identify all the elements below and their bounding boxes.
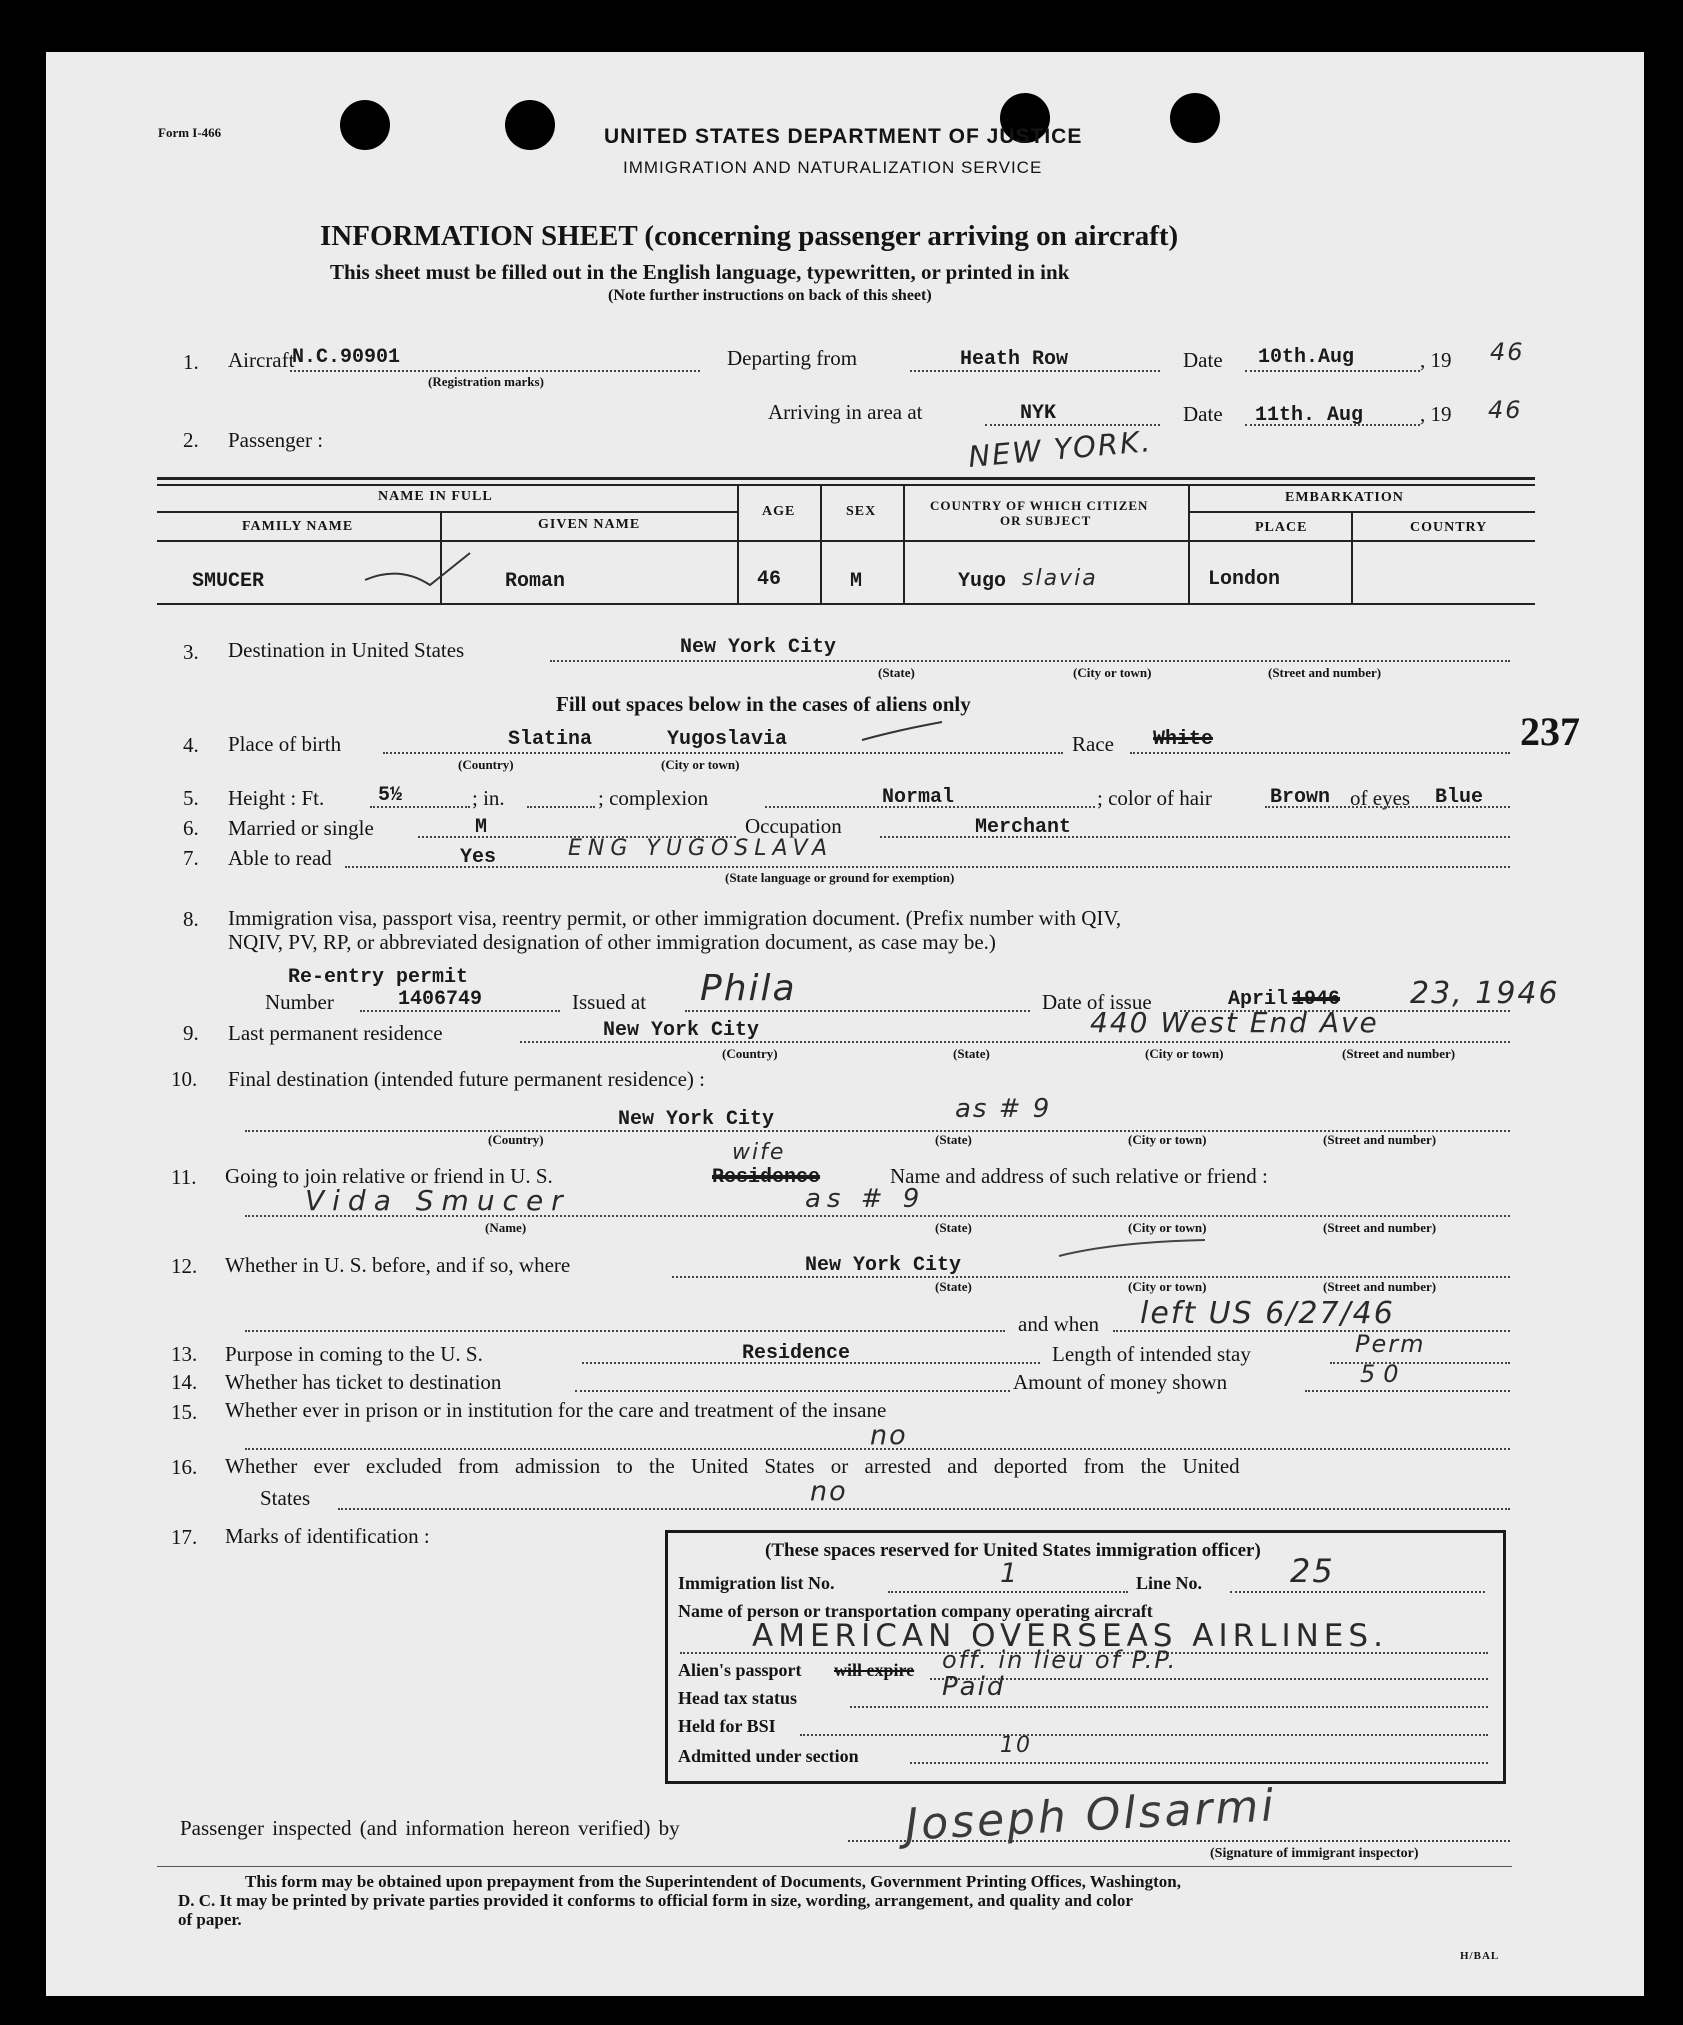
excluded-label-line2: States xyxy=(260,1486,311,1510)
street-caption: (Street and number) xyxy=(1323,1279,1437,1294)
issue-date-handwritten: 23, 1946 xyxy=(1410,976,1560,1011)
purpose-value: Residence xyxy=(742,1342,851,1365)
state-caption: (State) xyxy=(953,1046,990,1061)
country-header: COUNTRY OF WHICH CITIZEN xyxy=(930,498,1149,513)
item-number: 8. xyxy=(183,907,199,931)
given-name-header: GIVEN NAME xyxy=(538,517,641,532)
checkmark-stroke xyxy=(360,545,480,595)
money-label: Amount of money shown xyxy=(1013,1370,1228,1394)
item-number: 6. xyxy=(183,816,199,840)
city-caption: (City or town) xyxy=(1073,665,1152,680)
city-caption: (City or town) xyxy=(1128,1132,1207,1147)
destination-value: New York City xyxy=(680,636,837,659)
fine-print-line1: This form may be obtained upon prepayment from the Superintendent of Documents, Government Printing Offices, Washington, xyxy=(245,1872,1181,1891)
residence-value: New York City xyxy=(603,1019,760,1042)
admitted-handwritten: 10 xyxy=(1000,1733,1032,1758)
item-number: 13. xyxy=(171,1342,198,1366)
embarkation-place-header: PLACE xyxy=(1255,520,1308,535)
item-number: 1. xyxy=(183,350,199,374)
dotted-line xyxy=(245,1215,1510,1217)
occupation-value: Merchant xyxy=(975,816,1072,839)
item-number: 14. xyxy=(171,1370,198,1394)
operator-value: AMERICAN OVERSEAS AIRLINES. xyxy=(752,1618,1388,1654)
aircraft-label: Aircraft xyxy=(228,348,295,372)
dotted-line xyxy=(345,866,1510,868)
join-relation-handwritten: wife xyxy=(732,1140,786,1165)
passport-handwritten: off. in lieu of P.P. xyxy=(942,1646,1178,1674)
item-number: 7. xyxy=(183,846,199,870)
table-divider xyxy=(903,484,905,603)
line-number-label: Line No. xyxy=(1136,1573,1203,1593)
officer-box-title: (These spaces reserved for United States immigration officer) xyxy=(765,1540,1261,1561)
list-number-value: 1 xyxy=(1000,1558,1020,1589)
document-label-line2: NQIV, PV, RP, or abbreviated designation of other immigration document, as case may be.) xyxy=(228,930,996,954)
aircraft-value: N.C.90901 xyxy=(292,346,401,369)
stay-length-label: Length of intended stay xyxy=(1052,1342,1251,1366)
pen-stroke xyxy=(1055,1236,1215,1266)
relative-address-handwritten: as # 9 xyxy=(805,1184,926,1214)
street-caption: (Street and number) xyxy=(1323,1220,1437,1235)
read-label: Able to read xyxy=(228,846,332,870)
departing-label: Departing from xyxy=(727,346,858,370)
state-caption: (State) xyxy=(935,1279,972,1294)
birthplace-country: Yugoslavia xyxy=(667,728,788,751)
head-tax-label: Head tax status xyxy=(678,1688,798,1708)
birthplace-label: Place of birth xyxy=(228,732,342,756)
item-number: 5. xyxy=(183,786,199,810)
form-note: (Note further instructions on back of this sheet) xyxy=(608,287,932,304)
and-when-label: and when xyxy=(1018,1312,1100,1336)
dotted-line xyxy=(1305,1390,1510,1392)
state-caption: (State) xyxy=(935,1220,972,1235)
given-name-value: Roman xyxy=(505,570,566,593)
table-top-rule xyxy=(157,477,1535,480)
departure-date-label: Date xyxy=(1183,348,1223,372)
eyes-label: of eyes xyxy=(1350,786,1411,810)
table-divider xyxy=(1351,511,1353,603)
city-caption: (City or town) xyxy=(1128,1220,1207,1235)
citizenship-typed: Yugo xyxy=(958,570,1007,593)
line-number-value: 25 xyxy=(1290,1552,1335,1590)
state-caption: (State) xyxy=(878,665,915,680)
name-caption: (Name) xyxy=(485,1220,527,1235)
sex-value: M xyxy=(850,570,863,593)
signature-caption: (Signature of immigrant inspector) xyxy=(1210,1846,1419,1861)
table-divider xyxy=(820,484,822,603)
dotted-line xyxy=(245,1330,1005,1332)
item-number: 9. xyxy=(183,1021,199,1045)
join-purpose-struck: Residence xyxy=(712,1166,821,1189)
stay-length-handwritten: Perm xyxy=(1355,1330,1426,1358)
final-destination-label: Final destination (intended future permanent residence) : xyxy=(228,1067,706,1091)
dotted-line xyxy=(930,1678,1488,1680)
table-rule xyxy=(157,484,1535,486)
prison-handwritten: no xyxy=(870,1420,908,1451)
age-value: 46 xyxy=(757,568,782,591)
country-caption: (Country) xyxy=(488,1132,544,1147)
passenger-label: Passenger : xyxy=(228,428,324,452)
inspected-label: Passenger inspected (and information hereon verified) by xyxy=(180,1816,680,1840)
issued-label: Issued at xyxy=(572,990,647,1014)
dotted-line xyxy=(888,1591,1128,1593)
item-number: 16. xyxy=(171,1455,198,1479)
departure-year-prefix: , 19 xyxy=(1420,348,1452,372)
dotted-line xyxy=(1265,806,1510,808)
relative-address-label: Name and address of such relative or friend : xyxy=(890,1164,1268,1188)
birthplace-city: Slatina xyxy=(508,728,593,751)
punch-hole xyxy=(340,100,390,150)
dotted-line xyxy=(685,1010,1030,1012)
document-type: Re-entry permit xyxy=(288,966,469,989)
purpose-label: Purpose in coming to the U. S. xyxy=(225,1342,483,1366)
print-code: H/BAL xyxy=(1460,1950,1500,1962)
fine-print-line2: D. C. It may be printed by private parties provided it conforms to official form in size, wording, arrangement, and quality and color xyxy=(178,1891,1133,1910)
dotted-line xyxy=(1245,370,1420,372)
fine-print-line3: of paper. xyxy=(178,1910,242,1929)
residence-label: Last permanent residence xyxy=(228,1021,443,1045)
street-caption: (Street and number) xyxy=(1323,1132,1437,1147)
height-feet: 5½ xyxy=(378,784,403,807)
read-value: Yes xyxy=(460,846,497,869)
form-number: Form I-466 xyxy=(158,125,222,140)
languages-handwritten: ENG YUGOSLAVA xyxy=(568,836,834,861)
arrival-date-value: 11th. Aug xyxy=(1255,404,1364,427)
street-caption: (Street and number) xyxy=(1268,665,1382,680)
embarkation-header: EMBARKATION xyxy=(1285,490,1404,505)
excluded-handwritten: no xyxy=(810,1476,848,1507)
eyes-value: Blue xyxy=(1435,786,1484,809)
dotted-line xyxy=(245,1448,1510,1450)
embarkation-place-value: London xyxy=(1208,568,1281,591)
arrival-city-handwritten: NEW YORK. xyxy=(966,424,1154,474)
issue-year-struck: 1946 xyxy=(1292,988,1341,1011)
hair-value: Brown xyxy=(1270,786,1331,809)
dotted-line xyxy=(1330,1362,1510,1364)
embarkation-country-header: COUNTRY xyxy=(1410,520,1488,535)
occupation-label: Occupation xyxy=(745,814,842,838)
relative-name-handwritten: Vida Smucer xyxy=(305,1184,571,1217)
head-tax-handwritten: Paid xyxy=(942,1672,1006,1702)
arriving-value: NYK xyxy=(1020,402,1057,425)
previous-us-value: New York City xyxy=(805,1254,962,1277)
table-rule xyxy=(157,540,1535,542)
service-title: IMMIGRATION AND NATURALIZATION SERVICE xyxy=(623,158,1043,177)
citizenship-handwritten: slavia xyxy=(1022,566,1098,591)
residence-street-handwritten: 440 West End Ave xyxy=(1090,1006,1379,1039)
dotted-line xyxy=(672,1276,1510,1278)
operator-label: Name of person or transportation company operating aircraft xyxy=(678,1601,1153,1621)
family-name-header: FAMILY NAME xyxy=(242,519,354,534)
list-number-label: Immigration list No. xyxy=(678,1573,835,1593)
item-number: 17. xyxy=(171,1525,198,1549)
inches-label: ; in. xyxy=(472,786,505,810)
document-label-line1: Immigration visa, passport visa, reentry permit, or other immigration document. (Prefix number with QIV, xyxy=(228,906,1122,930)
dotted-line xyxy=(527,806,595,808)
item-number: 2. xyxy=(183,428,199,452)
dotted-line xyxy=(910,370,1160,372)
dotted-line xyxy=(800,1734,1488,1736)
departing-value: Heath Row xyxy=(960,348,1069,371)
dotted-line xyxy=(575,1390,1010,1392)
departure-date-value: 10th.Aug xyxy=(1258,346,1355,369)
city-caption: (City or town) xyxy=(1145,1046,1224,1061)
punch-hole xyxy=(1170,93,1220,143)
country-caption: (Country) xyxy=(722,1046,778,1061)
prison-label: Whether ever in prison or in institution for the care and treatment of the insane xyxy=(225,1398,887,1422)
item-number: 3. xyxy=(183,640,199,664)
dotted-line xyxy=(550,660,1510,662)
dotted-line xyxy=(1130,752,1510,754)
family-name-value: SMUCER xyxy=(192,570,265,593)
table-divider xyxy=(1188,484,1190,603)
excluded-label-line1: Whether ever excluded from admission to the United States or arrested and deported from the United xyxy=(225,1454,1240,1478)
item-number: 12. xyxy=(171,1254,198,1278)
item-number: 11. xyxy=(171,1165,197,1189)
dotted-line xyxy=(520,1041,1510,1043)
previous-us-label: Whether in U. S. before, and if so, where xyxy=(225,1253,571,1277)
name-in-full-header: NAME IN FULL xyxy=(378,489,493,504)
arrival-year: 46 xyxy=(1488,396,1523,424)
table-rule xyxy=(1190,511,1535,513)
department-title: UNITED STATES DEPARTMENT OF JUSTICE xyxy=(604,125,1083,148)
issued-place: Phila xyxy=(700,968,797,1009)
departure-handwritten: left US 6/27/46 xyxy=(1140,1296,1395,1331)
issue-date-label: Date of issue xyxy=(1042,990,1152,1014)
registration-caption: (Registration marks) xyxy=(428,374,544,389)
dotted-line xyxy=(370,806,470,808)
height-label: Height : Ft. xyxy=(228,786,325,810)
hair-label: ; color of hair xyxy=(1097,786,1212,810)
state-caption: (State) xyxy=(935,1132,972,1147)
join-relative-label: Going to join relative or friend in U. S. xyxy=(225,1164,553,1188)
arrival-year-prefix: , 19 xyxy=(1420,402,1452,426)
race-value-struck: White xyxy=(1153,728,1214,751)
marital-label: Married or single xyxy=(228,816,374,840)
bsi-label: Held for BSI xyxy=(678,1716,776,1736)
form-title: INFORMATION SHEET (concerning passenger arriving on aircraft) xyxy=(320,220,1179,252)
dotted-line xyxy=(765,806,1095,808)
country-caption: (Country) xyxy=(458,757,514,772)
dotted-line xyxy=(910,1762,1488,1764)
footer-rule xyxy=(157,1866,1512,1867)
identification-label: Marks of identification : xyxy=(225,1524,430,1548)
dotted-line xyxy=(338,1508,1510,1510)
table-rule xyxy=(157,511,737,513)
item-number: 15. xyxy=(171,1400,198,1424)
arriving-label: Arriving in area at xyxy=(768,400,923,424)
dotted-line xyxy=(383,752,1063,754)
destination-label: Destination in United States xyxy=(228,638,465,662)
city-caption: (City or town) xyxy=(1128,1279,1207,1294)
dotted-line xyxy=(1230,1591,1485,1593)
issue-date-typed: April xyxy=(1228,988,1289,1011)
dotted-line xyxy=(360,1010,560,1012)
dotted-line xyxy=(850,1706,1488,1708)
departure-year: 46 xyxy=(1490,338,1525,366)
punch-hole xyxy=(505,100,555,150)
dotted-line xyxy=(290,370,700,372)
dotted-line xyxy=(582,1362,1040,1364)
table-divider xyxy=(737,484,739,603)
permit-number-label: Number xyxy=(265,990,334,1014)
language-caption: (State language or ground for exemption) xyxy=(725,870,955,885)
dotted-line xyxy=(880,836,1510,838)
item-number: 4. xyxy=(183,733,199,757)
age-header: AGE xyxy=(762,504,796,519)
dotted-line xyxy=(245,1130,1510,1132)
arrival-date-label: Date xyxy=(1183,402,1223,426)
final-destination-value: New York City xyxy=(618,1108,775,1131)
form-subtitle: This sheet must be filled out in the English language, typewritten, or printed in ink xyxy=(330,260,1070,284)
race-label: Race xyxy=(1072,732,1114,756)
item-number: 10. xyxy=(171,1067,198,1091)
pen-stroke xyxy=(858,716,948,746)
aliens-only-heading: Fill out spaces below in the cases of aliens only xyxy=(556,692,971,716)
money-handwritten: 50 xyxy=(1360,1360,1407,1388)
street-caption: (Street and number) xyxy=(1342,1046,1456,1061)
ticket-label: Whether has ticket to destination xyxy=(225,1370,502,1394)
document-number: 237 xyxy=(1520,709,1580,754)
passport-struck: will expire xyxy=(834,1660,915,1680)
dotted-line xyxy=(1113,1330,1510,1332)
table-bottom-rule xyxy=(157,603,1535,605)
sex-header: SEX xyxy=(846,504,877,519)
city-caption: (City or town) xyxy=(661,757,740,772)
passport-label: Alien's passport xyxy=(678,1660,802,1680)
inspector-signature: Joseph Olsarmi xyxy=(903,1780,1278,1851)
dotted-line xyxy=(848,1840,1510,1842)
permit-number-value: 1406749 xyxy=(398,988,483,1011)
country-header-line2: OR SUBJECT xyxy=(1000,513,1092,528)
marital-value: M xyxy=(475,816,488,839)
complexion-label: ; complexion xyxy=(598,786,709,810)
admitted-label: Admitted under section xyxy=(678,1746,859,1766)
final-destination-handwritten: as # 9 xyxy=(955,1094,1052,1124)
complexion-value: Normal xyxy=(882,786,955,809)
dotted-line xyxy=(1245,424,1420,426)
